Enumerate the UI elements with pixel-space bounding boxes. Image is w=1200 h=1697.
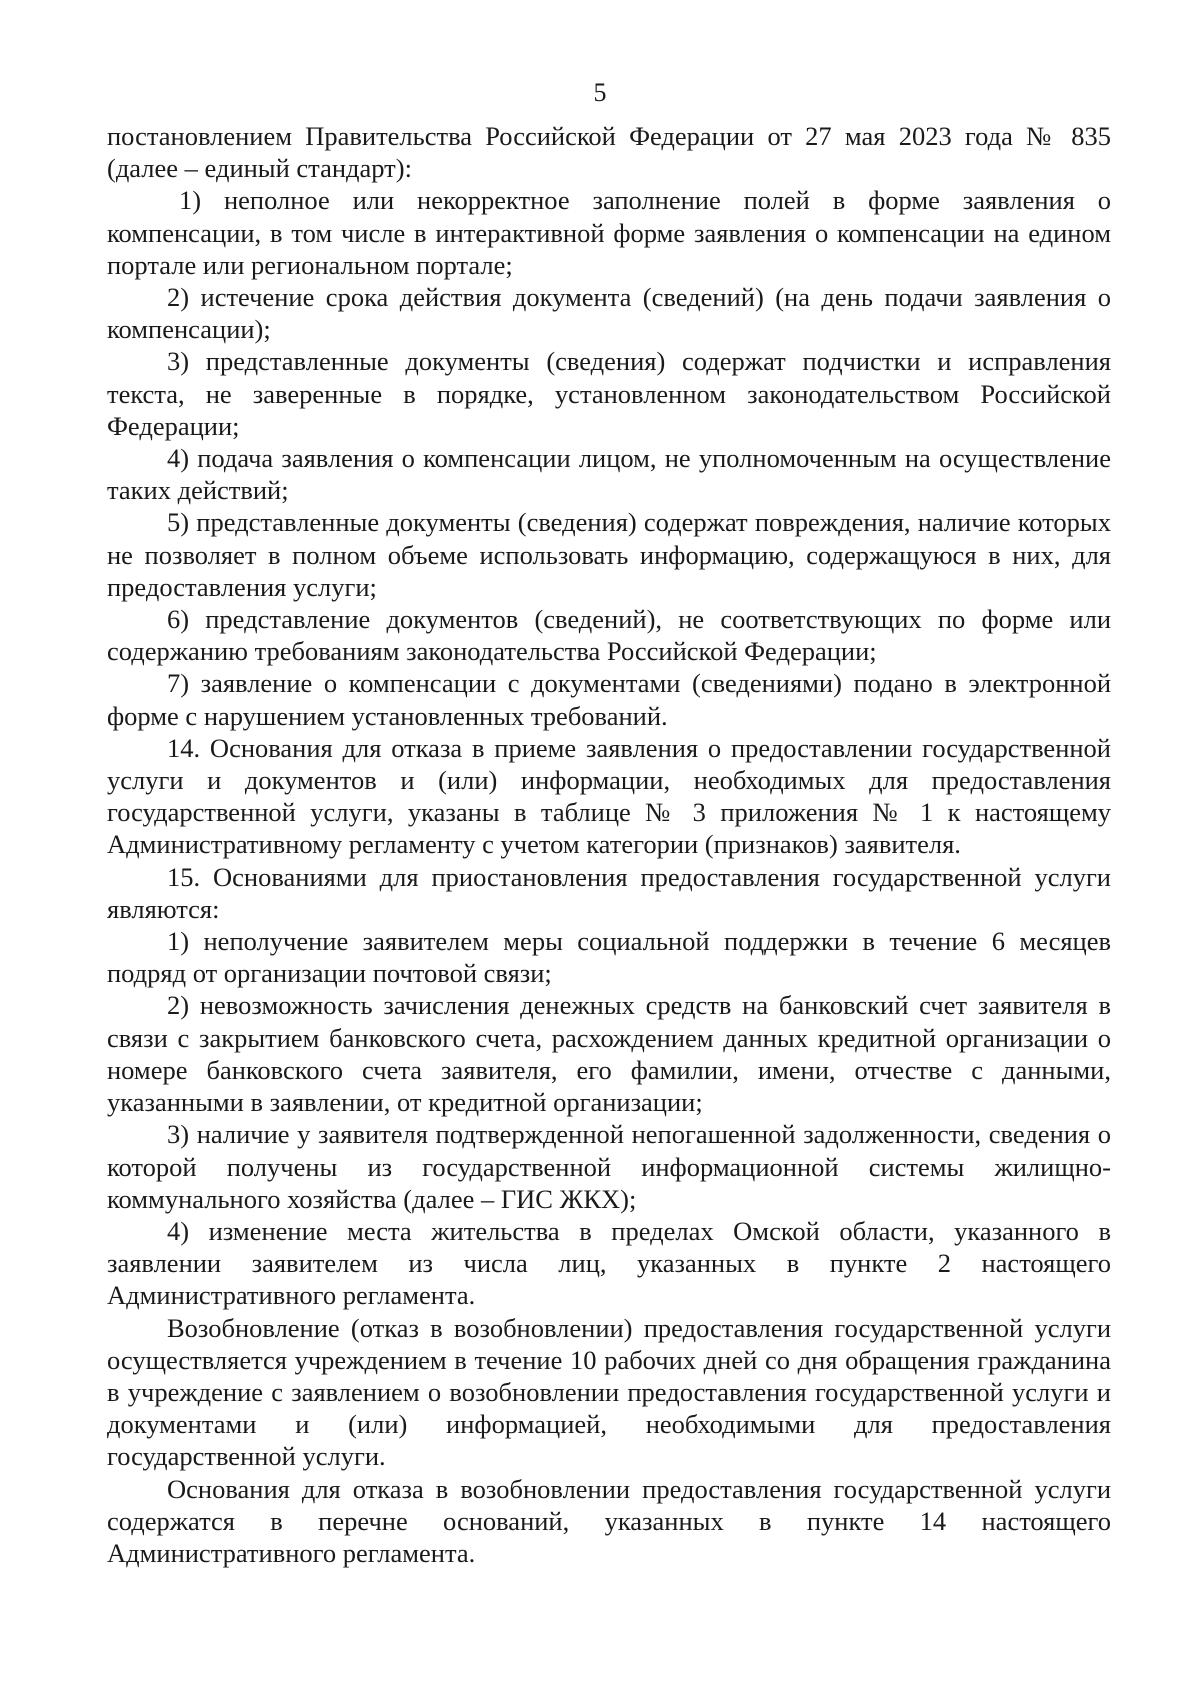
- suspension-item-1: 1) неполучение заявителем меры социальной поддержки в течение 6 месяцев подряд от организации почтовой связи;: [107, 926, 1111, 989]
- clause-15: 15. Основаниями для приостановления предоставления государственной услуги являются:: [107, 861, 1111, 924]
- list-item-3: 3) представленные документы (сведения) содержат подчистки и исправления текста, не заверенные в порядке, установленном законодательством Российской Федерации;: [107, 346, 1111, 441]
- page-number: 5: [593, 78, 607, 107]
- refusal-grounds-paragraph: Основания для отказа в возобновлении предоставления государственной услуги содержатся в перечне оснований, указанных в пункте 14 настоящего Административного регламента.: [107, 1473, 1111, 1568]
- resumption-paragraph: Возобновление (отказ в возобновлении) предоставления государственной услуги осуществляется учреждением в течение 10 рабочих дней со дня обращения гражданина в учреждение с заявлением о возобновлении предоставления государственной услуги и документами и (или) информацией, необходимыми для предоставления государственной услуги.: [107, 1312, 1111, 1472]
- list-item-1: 1) неполное или некорректное заполнение полей в форме заявления о компенсации, в том числе в интерактивной форме заявления о компенсации на едином портале или региональном портале;: [107, 185, 1111, 280]
- list-item-6: 6) представление документов (сведений), не соответствующих по форме или содержанию требованиям законодательства Российской Федерации;: [107, 604, 1111, 667]
- paragraph-continuation: постановлением Правительства Российской Федерации от 27 мая 2023 года № 835 (далее – единый стандарт):: [107, 121, 1111, 184]
- list-item-5: 5) представленные документы (сведения) содержат повреждения, наличие которых не позволяет в полном объеме использовать информацию, содержащуюся в них, для предоставления услуги;: [107, 507, 1111, 602]
- list-item-4: 4) подача заявления о компенсации лицом, не уполномоченным на осуществление таких действий;: [107, 443, 1111, 506]
- suspension-item-3: 3) наличие у заявителя подтвержденной непогашенной задолженности, сведения о которой получены из государственной информационной системы жилищно-коммунального хозяйства (далее – ГИС ЖКХ);: [107, 1119, 1111, 1214]
- list-item-2: 2) истечение срока действия документа (сведений) (на день подачи заявления о компенсации);: [107, 282, 1111, 345]
- list-item-7: 7) заявление о компенсации с документами (сведениями) подано в электронной форме с нарушением установленных требований.: [107, 668, 1111, 731]
- document-body: [107, 120, 1111, 1569]
- clause-14: 14. Основания для отказа в приеме заявления о предоставлении государственной услуги и документов и (или) информации, необходимых для предоставления государственной услуги, указаны в таблице № 3 приложения № 1 к настоящему Административному регламенту с учетом категории (признаков) заявителя.: [107, 732, 1111, 860]
- suspension-item-2: 2) невозможность зачисления денежных средств на банковский счет заявителя в связи с закрытием банковского счета, расхождением данных кредитной организации о номере банковского счета заявителя, его фамилии, имени, отчестве с данными, указанными в заявлении, от кредитной организации;: [107, 990, 1111, 1118]
- suspension-item-4: 4) изменение места жительства в пределах Омской области, указанного в заявлении заявителем из числа лиц, указанных в пункте 2 настоящего Административного регламента.: [107, 1215, 1111, 1311]
